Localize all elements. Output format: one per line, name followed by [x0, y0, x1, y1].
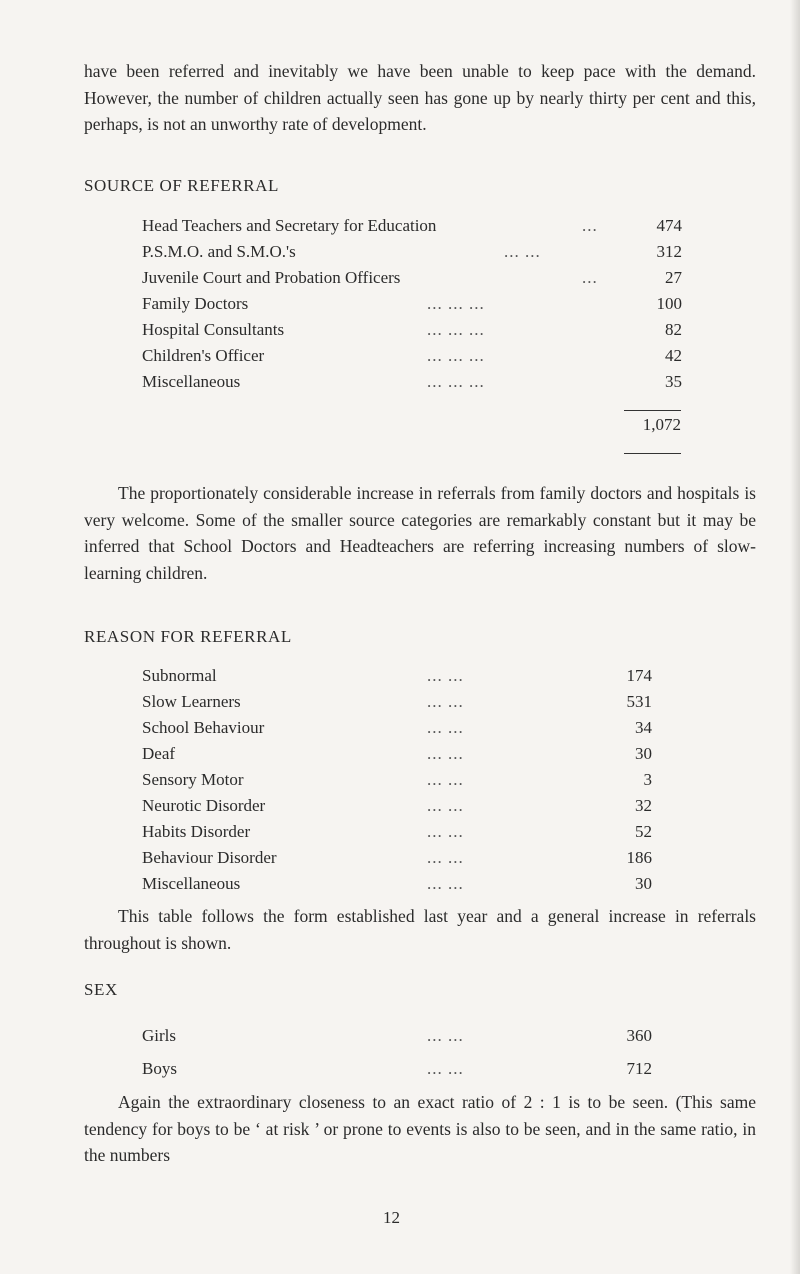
intro-paragraph: have been referred and inevitably we have been unable to keep pace with the demand. However, the number of children actually seen has gone up by nearly thirty per cent and this, perhaps, is not an unworthy rate of development. — [84, 61, 756, 134]
row-value: 312 — [656, 242, 682, 261]
table-row — [142, 291, 687, 317]
source-total: 1,072 — [642, 415, 681, 434]
table-row — [142, 317, 687, 343]
source-heading: SOURCE OF REFERRAL — [84, 176, 280, 195]
row-value: 174 — [626, 666, 652, 685]
leader-dots: ... ... ... — [427, 294, 485, 313]
leader-dots: ... ... — [427, 1026, 464, 1045]
leader-dots: ... ... — [427, 744, 464, 763]
leader-dots: ... ... — [427, 796, 464, 815]
table-row — [142, 265, 687, 291]
reason-heading: REASON FOR REFERRAL — [84, 627, 292, 646]
row-label: Habits Disorder — [142, 822, 251, 841]
row-value: 35 — [665, 372, 682, 391]
sex-table — [142, 1023, 657, 1082]
table-row — [142, 213, 687, 239]
total-rule-top — [624, 410, 681, 411]
row-label: Head Teachers and Secretary for Education — [142, 216, 437, 235]
row-label: Deaf — [142, 744, 176, 763]
row-value: 474 — [656, 216, 682, 235]
leader-dots: ... — [582, 216, 598, 235]
table-row — [142, 871, 657, 897]
row-label: Miscellaneous — [142, 874, 241, 893]
table-row — [142, 689, 657, 715]
leader-dots: ... ... ... — [427, 320, 485, 339]
row-value: 52 — [635, 822, 652, 841]
total-rule-bottom — [624, 453, 681, 454]
leader-dots: ... ... — [427, 874, 464, 893]
row-value: 30 — [635, 874, 652, 893]
leader-dots: ... ... — [427, 718, 464, 737]
row-label: Miscellaneous — [142, 372, 241, 391]
row-label: P.S.M.O. and S.M.O.'s — [142, 242, 296, 261]
row-label: Subnormal — [142, 666, 217, 685]
table-row — [142, 663, 657, 689]
row-label: Family Doctors — [142, 294, 249, 313]
ratio-paragraph: Again the extraordinary closeness to an exact ratio of 2 : 1 is to be seen. (This same tendency for boys to be ‘ at risk ’ or prone to events is also to be seen, and in the same ratio, in the numbers — [84, 1092, 756, 1165]
row-value: 100 — [656, 294, 682, 313]
row-value: 3 — [643, 770, 652, 789]
table-row — [142, 845, 657, 871]
referrals-paragraph: The proportionately considerable increase in referrals from family doctors and hospitals is very welcome. Some of the smaller source categories are remarkably constant but it may be inferred that School Doctors and Headteachers are referring increasing numbers of slow-learning children. — [84, 483, 756, 583]
leader-dots: ... ... — [427, 666, 464, 685]
table-row — [142, 715, 657, 741]
table-row — [142, 1023, 657, 1056]
row-label: Juvenile Court and Probation Officers — [142, 268, 401, 287]
row-value: 360 — [626, 1026, 652, 1045]
row-label: Neurotic Disorder — [142, 796, 266, 815]
row-label: School Behaviour — [142, 718, 265, 737]
leader-dots: ... ... — [504, 242, 541, 261]
leader-dots: ... ... ... — [427, 372, 485, 391]
table-row — [142, 369, 687, 395]
row-label: Boys — [142, 1059, 177, 1078]
row-label: Hospital Consultants — [142, 320, 285, 339]
page-edge-shadow — [790, 0, 800, 1274]
row-value: 32 — [635, 796, 652, 815]
table-row — [142, 741, 657, 767]
table-note-paragraph: This table follows the form established last year and a general increase in referrals throughout is shown. — [84, 906, 756, 953]
leader-dots: ... ... — [427, 822, 464, 841]
row-label: Children's Officer — [142, 346, 265, 365]
table-row — [142, 1056, 657, 1082]
row-value: 186 — [626, 848, 652, 867]
row-label: Slow Learners — [142, 692, 241, 711]
table-row — [142, 767, 657, 793]
row-value: 34 — [635, 718, 652, 737]
sex-heading: SEX — [84, 980, 118, 999]
leader-dots: ... — [582, 268, 598, 287]
table-row — [142, 343, 687, 369]
leader-dots: ... ... — [427, 770, 464, 789]
leader-dots: ... ... ... — [427, 346, 485, 365]
source-table — [142, 213, 687, 395]
row-label: Sensory Motor — [142, 770, 244, 789]
row-label: Girls — [142, 1026, 176, 1045]
table-row — [142, 819, 657, 845]
reason-table — [142, 663, 657, 897]
row-value: 712 — [626, 1059, 652, 1078]
table-row — [142, 793, 657, 819]
page-number: 12 — [383, 1208, 400, 1227]
row-value: 42 — [665, 346, 682, 365]
row-value: 30 — [635, 744, 652, 763]
leader-dots: ... ... — [427, 1059, 464, 1078]
table-row — [142, 239, 687, 265]
row-value: 531 — [626, 692, 652, 711]
row-label: Behaviour Disorder — [142, 848, 277, 867]
leader-dots: ... ... — [427, 848, 464, 867]
leader-dots: ... ... — [427, 692, 464, 711]
row-value: 27 — [665, 268, 682, 287]
row-value: 82 — [665, 320, 682, 339]
